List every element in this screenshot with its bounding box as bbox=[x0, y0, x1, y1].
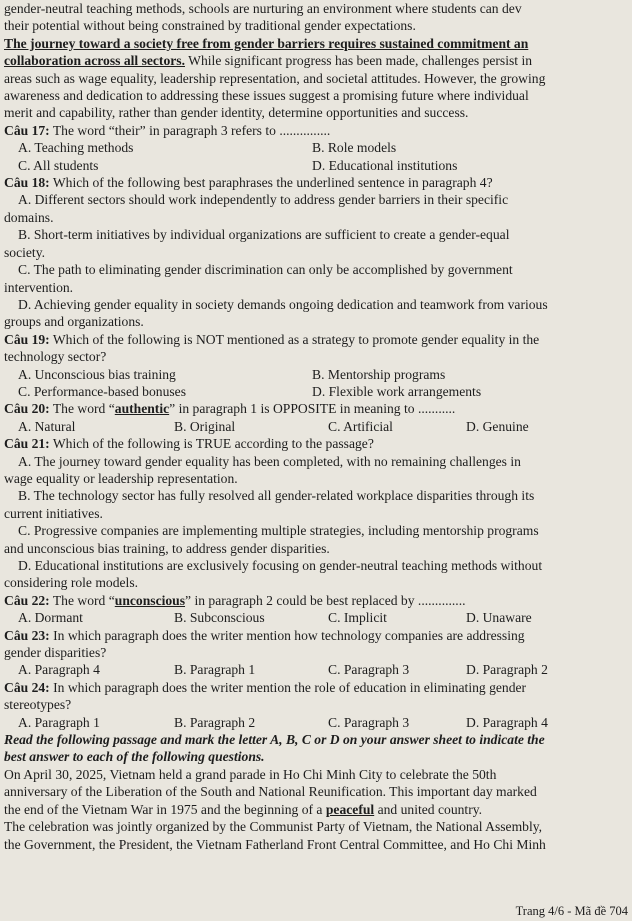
underlined-sentence: The journey toward a society free from gender barriers requires sustained commitment an bbox=[4, 35, 529, 51]
q24-options-row bbox=[4, 714, 626, 731]
option-b: B. Paragraph 1 bbox=[174, 662, 256, 678]
option-d: D. Educational institutions are exclusively focusing on gender-neutral teaching methods without bbox=[18, 558, 543, 573]
option-c: C. Performance-based bonuses bbox=[18, 383, 186, 399]
option-a: A. Dormant bbox=[18, 610, 83, 626]
q17-options-row bbox=[4, 157, 626, 174]
intro-line: gender-neutral teaching methods, schools are nurturing an environment where students can dev bbox=[4, 1, 522, 16]
q23-options-row bbox=[4, 661, 626, 678]
option-a: A. Different sectors should work independently to address gender barriers in their specific bbox=[18, 192, 509, 208]
q17-options-row bbox=[4, 139, 626, 156]
passage-line: the end of the Vietnam War in 1975 and the beginning of a peaceful and united country. bbox=[4, 801, 483, 817]
option-a: A. Teaching methods bbox=[18, 140, 134, 156]
option-a: A. Unconscious bias training bbox=[18, 366, 176, 382]
question-24: Câu 24: In which paragraph does the writer mention the role of education in eliminating gender bbox=[4, 679, 527, 695]
option-a: A. Natural bbox=[18, 418, 76, 434]
option-b-cont: society. bbox=[4, 244, 46, 260]
question-21: Câu 21: Which of the following is TRUE according to the passage? bbox=[4, 436, 374, 452]
q20-options-row bbox=[4, 418, 626, 435]
option-a-cont: wage equality or leadership representation. bbox=[4, 470, 238, 486]
option-d: D. Achieving gender equality in society demands ongoing dedication and teamwork from various bbox=[18, 296, 548, 312]
option-b: B. The technology sector has fully resolved all gender-related workplace disparities through its bbox=[18, 488, 535, 504]
question-23: Câu 23: In which paragraph does the writer mention how technology companies are addressing bbox=[4, 627, 525, 643]
question-22: Câu 22: The word “unconscious” in paragraph 2 could be best replaced by .............. bbox=[4, 592, 466, 608]
option-b: B. Subconscious bbox=[174, 610, 265, 626]
underlined-word: unconscious bbox=[114, 592, 186, 608]
option-c: C. Paragraph 3 bbox=[328, 662, 410, 678]
question-19: Câu 19: Which of the following is NOT mentioned as a strategy to promote gender equality in the bbox=[4, 331, 540, 347]
underlined-sentence: collaboration across all sectors. bbox=[4, 53, 185, 69]
q19-options-row bbox=[4, 366, 626, 383]
underlined-word: authentic bbox=[114, 401, 170, 417]
option-d: D. Paragraph 4 bbox=[466, 714, 548, 730]
option-d: D. Flexible work arrangements bbox=[312, 383, 482, 399]
paragraph-4-line: merit and capability, rather than gender identity, determine opportunities and success. bbox=[4, 105, 469, 121]
paragraph-4-line: awareness and dedication to addressing these issues suggest a promising future where individual bbox=[4, 88, 529, 104]
option-c: C. Paragraph 3 bbox=[328, 714, 410, 730]
option-c-cont: and unconscious bias training, to address gender disparities. bbox=[4, 540, 330, 556]
option-b: B. Role models bbox=[312, 140, 397, 156]
option-a: A. The journey toward gender equality has been completed, with no remaining challenges in bbox=[18, 453, 521, 469]
option-c: C. Implicit bbox=[328, 610, 387, 626]
option-c-cont: intervention. bbox=[4, 279, 74, 295]
passage-line: the Government, the President, the Vietnam Fatherland Front Central Committee, and Ho Chi Minh bbox=[4, 836, 546, 852]
paragraph-4-line: areas such as wage equality, leadership representation, and societal attitudes. However, the growing bbox=[4, 70, 546, 86]
question-18: Câu 18: Which of the following best paraphrases the underlined sentence in paragraph 4? bbox=[4, 175, 493, 191]
question-20: Câu 20: The word “authentic” in paragraph 1 is OPPOSITE in meaning to ........... bbox=[4, 401, 456, 417]
option-b: B. Short-term initiatives by individual organizations are sufficient to create a gender-equal bbox=[18, 227, 510, 243]
instruction-line: Read the following passage and mark the letter A, B, C or D on your answer sheet to indicate the bbox=[4, 732, 545, 748]
instruction-line: best answer to each of the following questions. bbox=[4, 749, 265, 765]
option-d: D. Genuine bbox=[466, 418, 529, 434]
question-23-cont: gender disparities? bbox=[4, 645, 107, 661]
option-b-cont: current initiatives. bbox=[4, 505, 103, 521]
passage-line: On April 30, 2025, Vietnam held a grand parade in Ho Chi Minh City to celebrate the 50th bbox=[4, 766, 497, 782]
option-d-cont: groups and organizations. bbox=[4, 314, 144, 330]
option-a-cont: domains. bbox=[4, 209, 54, 225]
option-b: B. Paragraph 2 bbox=[174, 714, 256, 730]
option-d: D. Educational institutions bbox=[312, 157, 458, 173]
option-d-cont: considering role models. bbox=[4, 575, 139, 591]
passage-line: anniversary of the Liberation of the South and National Reunification. This important day marked bbox=[4, 784, 537, 800]
option-d: D. Unaware bbox=[466, 610, 532, 626]
question-24-cont: stereotypes? bbox=[4, 697, 72, 713]
option-b: B. Original bbox=[174, 418, 236, 434]
paragraph-4-line: collaboration across all sectors. While significant progress has been made, challenges persist in bbox=[4, 53, 533, 69]
question-17: Câu 17: The word “their” in paragraph 3 refers to ............... bbox=[4, 122, 331, 138]
question-19-cont: technology sector? bbox=[4, 349, 107, 365]
option-a: A. Paragraph 1 bbox=[18, 714, 100, 730]
option-d: D. Paragraph 2 bbox=[466, 662, 548, 678]
q22-options-row bbox=[4, 609, 626, 626]
option-a: A. Paragraph 4 bbox=[18, 662, 100, 678]
paragraph-4-line bbox=[4, 35, 626, 52]
option-c: C. Artificial bbox=[328, 418, 393, 434]
option-b: B. Mentorship programs bbox=[312, 366, 446, 382]
passage-line: The celebration was jointly organized by the Communist Party of Vietnam, the National Assembly, bbox=[4, 819, 543, 835]
page-footer: Trang 4/6 - Mã đề 704 bbox=[515, 904, 628, 918]
option-c: C. The path to eliminating gender discrimination can only be accomplished by government bbox=[18, 262, 513, 278]
option-c: C. Progressive companies are implementing multiple strategies, including mentorship programs bbox=[18, 523, 539, 539]
intro-line: their potential without being constrained by traditional gender expectations. bbox=[4, 18, 416, 34]
option-c: C. All students bbox=[18, 157, 99, 173]
q19-options-row bbox=[4, 383, 626, 400]
underlined-word: peaceful bbox=[325, 801, 375, 817]
